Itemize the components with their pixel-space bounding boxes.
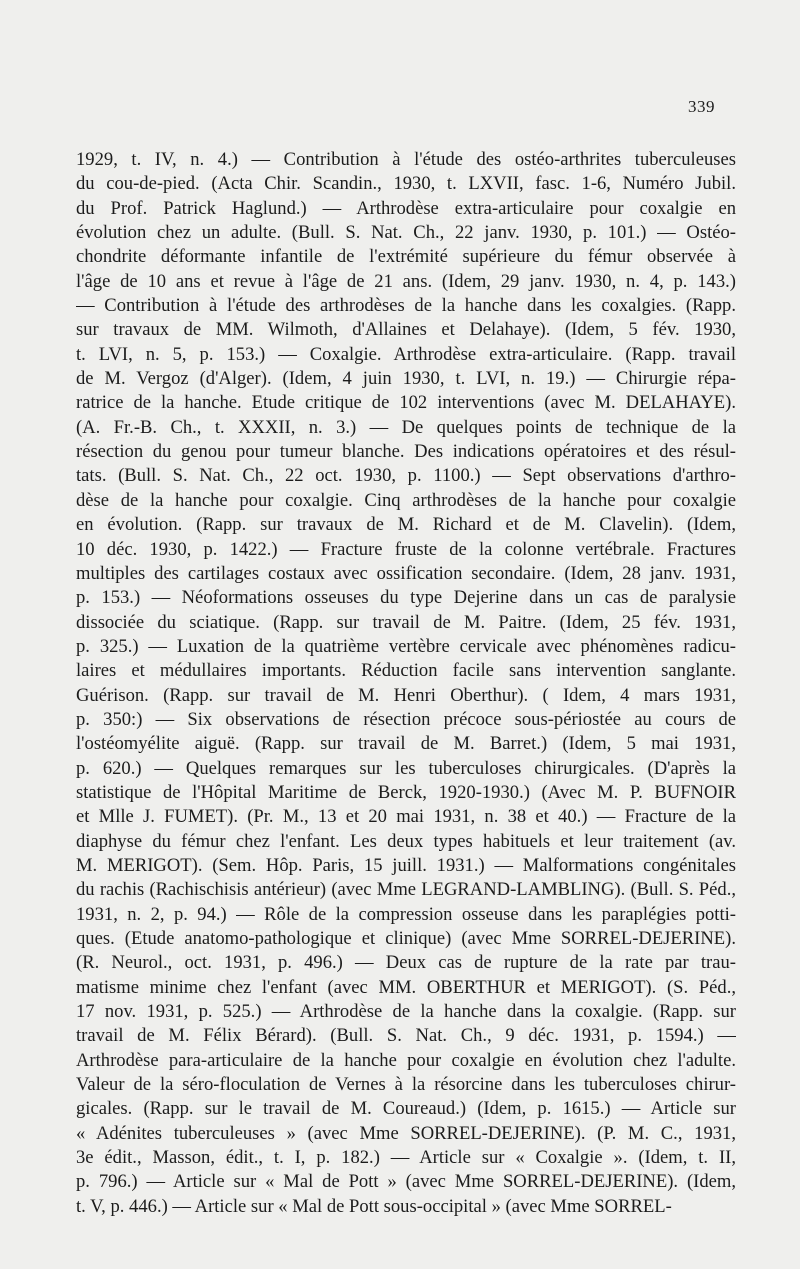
text-line: statistique de l'Hôpital Maritime de Berck, 1920-1930.) (Avec M. P. BUFNOIR (76, 781, 736, 803)
text-line: « Adénites tuberculeuses » (avec Mme SORREL-DEJERINE). (P. M. C., 1931, (76, 1122, 736, 1144)
text-line: p. 796.) — Article sur « Mal de Pott » (avec Mme SORREL-DEJERINE). (Idem, (76, 1171, 736, 1193)
text-line: 10 déc. 1930, p. 1422.) — Fracture fruste de la colonne vertébrale. Fractures (76, 538, 736, 560)
text-line: de M. Vergoz (d'Alger). (Idem, 4 juin 1930, t. LVI, n. 19.) — Chirurgie répa- (76, 368, 736, 390)
page-number: 339 (688, 97, 715, 116)
text-line: et Mlle J. FUMET). (Pr. M., 13 et 20 mai 1931, n. 38 et 40.) — Fracture de la (76, 806, 736, 828)
text-line: du Prof. Patrick Haglund.) — Arthrodèse extra-articulaire pour coxalgie en (76, 197, 736, 219)
text-line: tats. (Bull. S. Nat. Ch., 22 oct. 1930, p. 1100.) — Sept observations d'arthro- (76, 465, 736, 487)
text-line: dèse de la hanche pour coxalgie. Cinq arthrodèses de la hanche pour coxalgie (76, 489, 736, 511)
text-line: p. 350:) — Six observations de résection précoce sous-périostée au cours de (76, 708, 736, 730)
text-line: 1931, n. 2, p. 94.) — Rôle de la compression osseuse dans les paraplégies potti- (76, 903, 736, 925)
text-line: chondrite déformante infantile de l'extrémité supérieure du fémur observée à (76, 246, 736, 268)
text-line: laires et médullaires importants. Réduction facile sans intervention sanglante. (76, 660, 736, 682)
text-line: (R. Neurol., oct. 1931, p. 496.) — Deux cas de rupture de la rate par trau- (76, 952, 736, 974)
text-line: ques. (Etude anatomo-pathologique et clinique) (avec Mme SORREL-DEJERINE). (76, 928, 736, 949)
text-line: M. MERIGOT). (Sem. Hôp. Paris, 15 juill. 1931.) — Malformations congénitales (76, 854, 736, 876)
text-line: 1929, t. IV, n. 4.) — Contribution à l'étude des ostéo-arthrites tuberculeuses (76, 149, 736, 170)
text-line: p. 153.) — Néoformations osseuses du type Dejerine dans un cas de paralysie (76, 587, 736, 609)
text-line: (A. Fr.-B. Ch., t. XXXII, n. 3.) — De quelques points de technique de la (76, 416, 736, 438)
text-line: dissociée du sciatique. (Rapp. sur travail de M. Paitre. (Idem, 25 fév. 1931, (76, 611, 736, 633)
text-line: t. LVI, n. 5, p. 153.) — Coxalgie. Arthrodèse extra-articulaire. (Rapp. travail (76, 343, 736, 365)
text-line: du cou-de-pied. (Acta Chir. Scandin., 1930, t. LXVII, fasc. 1-6, Numéro Jubil. (76, 173, 736, 195)
text-line: sur travaux de MM. Wilmoth, d'Allaines et Delahaye). (Idem, 5 fév. 1930, (76, 319, 736, 341)
text-line: du rachis (Rachischisis antérieur) (avec Mme LEGRAND-LAMBLING). (Bull. S. Péd., (76, 879, 736, 901)
text-line: Arthrodèse para-articulaire de la hanche pour coxalgie en évolution chez l'adulte. (76, 1049, 736, 1071)
text-line: résection du genou pour tumeur blanche. Des indications opératoires et des résul- (76, 441, 736, 463)
text-line: évolution chez un adulte. (Bull. S. Nat. Ch., 22 janv. 1930, p. 101.) — Ostéo- (76, 222, 736, 244)
body-text (76, 148, 736, 1219)
text-line: 17 nov. 1931, p. 525.) — Arthrodèse de la hanche dans la coxalgie. (Rapp. sur (76, 1001, 736, 1023)
text-line: gicales. (Rapp. sur le travail de M. Coureaud.) (Idem, p. 1615.) — Article sur (76, 1098, 736, 1120)
text-line: Valeur de la séro-floculation de Vernes à la résorcine dans les tuberculoses chirur- (76, 1074, 736, 1096)
text-line: travail de M. Félix Bérard). (Bull. S. Nat. Ch., 9 déc. 1931, p. 1594.) — (76, 1025, 736, 1047)
text-line: p. 620.) — Quelques remarques sur les tuberculoses chirurgicales. (D'après la (76, 757, 736, 779)
text-line: l'ostéomyélite aiguë. (Rapp. sur travail de M. Barret.) (Idem, 5 mai 1931, (76, 733, 736, 755)
text-line: diaphyse du fémur chez l'enfant. Les deux types habituels et leur traitement (av. (76, 830, 736, 852)
text-line: matisme minime chez l'enfant (avec MM. OBERTHUR et MERIGOT). (S. Péd., (76, 976, 736, 998)
text-line: l'âge de 10 ans et revue à l'âge de 21 ans. (Idem, 29 janv. 1930, n. 4, p. 143.) (76, 270, 736, 292)
text-line: en évolution. (Rapp. sur travaux de M. Richard et de M. Clavelin). (Idem, (76, 514, 736, 536)
text-line: Guérison. (Rapp. sur travail de M. Henri Oberthur). ( Idem, 4 mars 1931, (76, 684, 736, 706)
text-line: t. V, p. 446.) — Article sur « Mal de Pott sous-occipital » (avec Mme SORREL- (76, 1195, 672, 1217)
text-line: multiples des cartilages costaux avec ossification secondaire. (Idem, 28 janv. 1931, (76, 562, 736, 584)
text-line: ratrice de la hanche. Etude critique de 102 interventions (avec M. DELAHAYE). (76, 392, 736, 414)
text-line: p. 325.) — Luxation de la quatrième vertèbre cervicale avec phénomènes radicu- (76, 635, 736, 657)
text-line: 3e édit., Masson, édit., t. I, p. 182.) — Article sur « Coxalgie ». (Idem, t. II, (76, 1147, 736, 1169)
text-line: — Contribution à l'étude des arthrodèses de la hanche dans les coxalgies. (Rapp. (76, 295, 736, 317)
